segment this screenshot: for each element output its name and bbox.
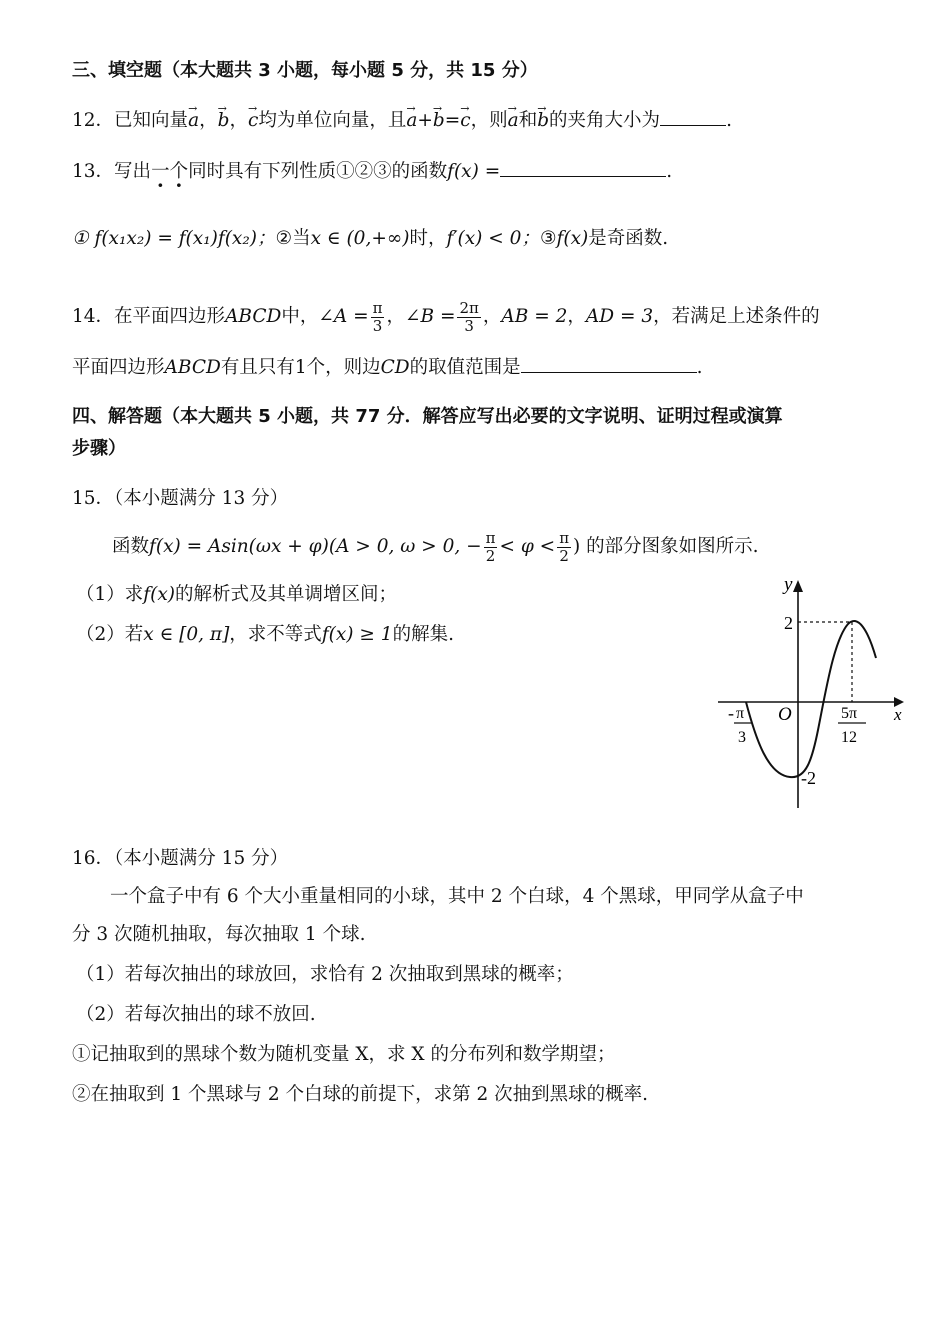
left-tick-num: π (736, 705, 745, 722)
question-16-part-1: （1）若每次抽出的球放回，求恰有 2 次抽取到黑球的概率； (76, 964, 574, 985)
vector-b: → b (218, 108, 230, 134)
fraction-pi-2-a: $\frac{\pi}{2}$ (485, 529, 496, 565)
property-2: f′(x) < 0； (446, 228, 540, 249)
property-1: ① f(x₁x₂) = f(x₁)f(x₂)； (72, 228, 276, 249)
question-13: 13．写出一个同时具有下列性质①②③的函数f(x) = . (72, 158, 672, 185)
q12-number: 12． (72, 110, 115, 131)
vector-c: → c (248, 108, 258, 134)
question-16-part-2: （2）若每次抽出的球不放回. (76, 1004, 316, 1025)
y-axis-label: y (784, 574, 793, 595)
section-4-heading-cont: 步骤） (72, 438, 126, 459)
section-3-heading: 三、填空题（本大题共 3 小题，每小题 5 分，共 15 分） (72, 60, 538, 81)
section-4-heading: 四、解答题（本大题共 5 小题，共 77 分．解答应写出必要的文字说明、证明过程或演算 (72, 406, 783, 427)
q14-number: 14． (72, 306, 115, 327)
question-14: 14．在平面四边形ABCD中，∠A = $\frac{\pi}{3}$ ，∠B = $\frac{2\pi}{3}$ ，AB = 2，AD = 3，若满足上述条件的 (72, 299, 820, 335)
question-12: 12．已知向量→ a，→ b，→ c均为单位向量，且→ a+→ b=→ c，则→ a和→ b的夹角大小为 . (72, 107, 732, 134)
question-16-stem-1: 一个盒子中有 6 个大小重量相同的小球，其中 2 个白球，4 个黑球，甲同学从盒子中 (110, 886, 804, 907)
question-15-part-2: （2）若x ∈ [0, π]，求不等式f(x) ≥ 1的解集. (76, 624, 454, 645)
vector-a: → a (188, 108, 199, 134)
question-15-header: 15．（本小题满分 13 分） (72, 488, 289, 509)
answer-blank-12[interactable] (660, 107, 726, 126)
y-max-label: 2 (784, 613, 793, 633)
question-16-stem-2: 分 3 次随机抽取，每次抽取 1 个球. (72, 924, 366, 945)
x-axis-label: x (894, 705, 902, 724)
y-axis-arrow-icon (793, 580, 803, 592)
right-tick-den: 12 (841, 729, 857, 746)
property-3: 是奇函数. (588, 228, 669, 249)
answer-blank-13[interactable] (500, 158, 666, 177)
right-tick-num: 5π (841, 705, 858, 722)
q13-properties: ① f(x₁x₂) = f(x₁)f(x₂)；②当x ∈ (0,+∞)时，f′(x) < 0；③f(x)是奇函数. (72, 228, 669, 249)
question-15-part-1: （1）求f(x)的解析式及其单调增区间； (76, 584, 398, 605)
question-16-header: 16．（本小题满分 15 分） (72, 848, 289, 869)
question-16-sub-1: ①记抽取到的黑球个数为随机变量 X，求 X 的分布列和数学期望； (72, 1044, 616, 1065)
sine-curve (746, 621, 876, 777)
answer-blank-14[interactable] (521, 354, 697, 373)
origin-label: O (778, 704, 792, 725)
fraction-2pi-3: $\frac{2\pi}{3}$ (459, 299, 479, 335)
q13-number: 13． (72, 161, 115, 182)
sine-graph (708, 570, 908, 810)
left-tick-sign: - (728, 703, 734, 723)
question-15-stem: 函数f(x) = Asin(ωx + φ)(A > 0, ω > 0, − $\frac{\pi}{2}$ < φ < $\frac{\pi}{2}$ ) 的部分图象如图所示. (112, 529, 759, 565)
y-min-label: -2 (801, 768, 816, 788)
fraction-pi-2-b: $\frac{\pi}{2}$ (559, 529, 570, 565)
question-14-line-2: 平面四边形ABCD有且只有1个，则边CD的取值范围是 . (72, 354, 703, 381)
question-16-sub-2: ②在抽取到 1 个黑球与 2 个白球的前提下，求第 2 次抽到黑球的概率. (72, 1084, 648, 1105)
fraction-pi-3: $\frac{\pi}{3}$ (372, 299, 383, 335)
left-tick-den: 3 (738, 729, 746, 746)
